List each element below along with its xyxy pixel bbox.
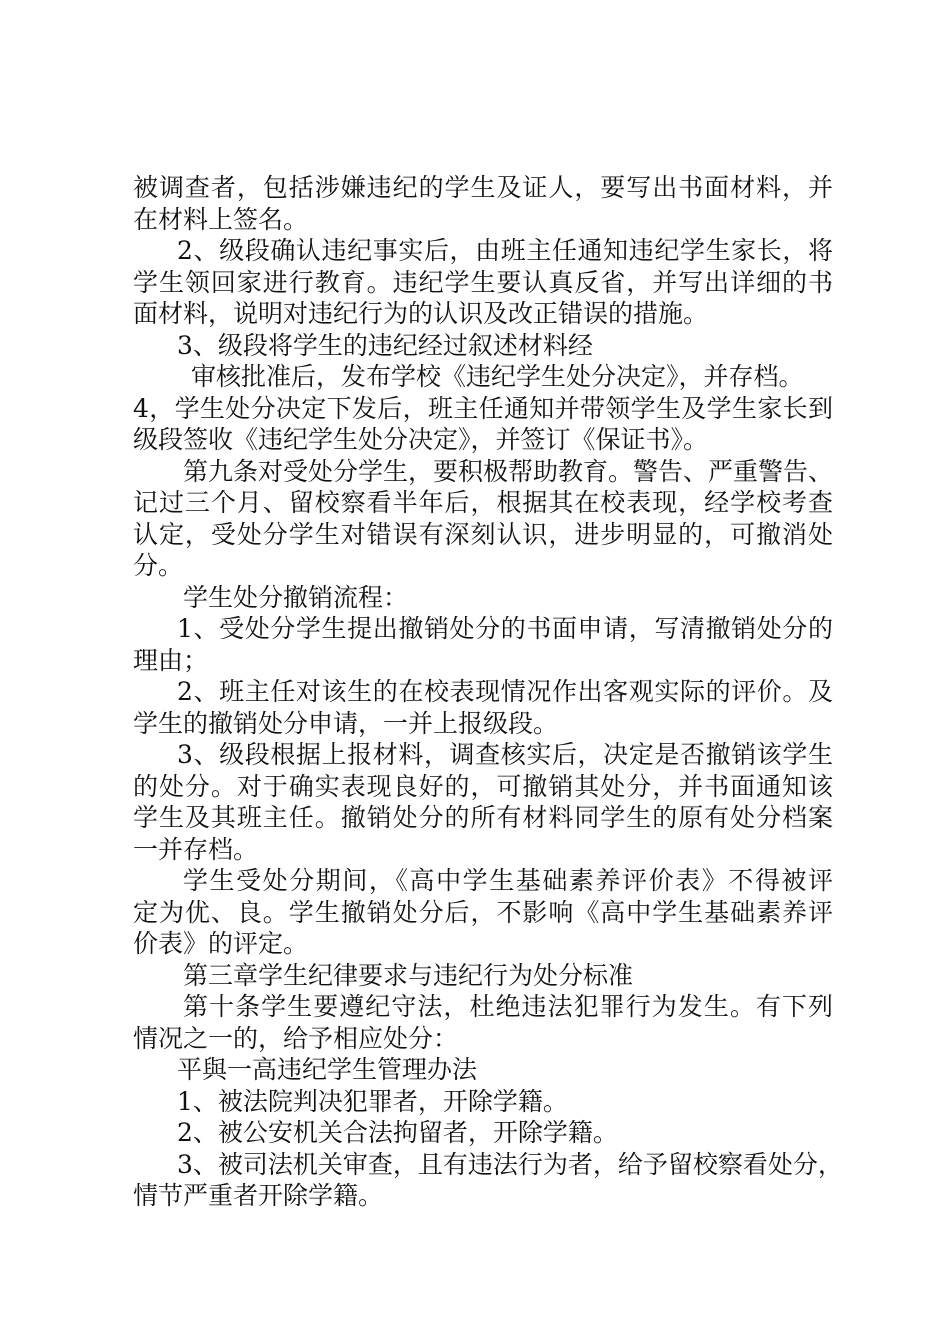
text-line-7: 审核批准后，发布学校《违纪学生处分决定》，并存档。 <box>191 362 804 391</box>
text-line-15: 1、受处分学生提出撤销处分的书面申请，写清撤销处分的 <box>177 614 833 643</box>
text-line-8: 4，学生处分决定下发后，班主任通知并带领学生及学生家长到 <box>133 393 833 423</box>
text-line-4: 学生领回家进行教育。违纪学生要认真反省，并写出详细的书 <box>133 267 833 297</box>
text-line-31: 2、被公安机关合法拘留者，开除学籍。 <box>177 1118 618 1147</box>
text-line-26: 第三章学生纪律要求与违纪行为处分标准 <box>183 960 634 990</box>
text-line-17: 2、班主任对该生的在校表现情况作出客观实际的评价。及 <box>177 677 833 706</box>
text-line-29: 平與一高违纪学生管理办法 <box>177 1055 478 1084</box>
text-line-11: 记过三个月、留校察看半年后，根据其在校表现，经学校考查 <box>133 488 833 517</box>
text-line-16: 理由； <box>133 645 209 675</box>
text-line-28: 情况之一的，给予相应处分： <box>133 1023 459 1053</box>
text-line-24: 定为优、良。学生撤销处分后，不影响《高中学生基础素养评 <box>133 897 833 927</box>
text-line-30: 1、被法院判决犯罪者，开除学籍。 <box>177 1086 568 1116</box>
text-line-6: 3、级段将学生的违纪经过叙述材料经 <box>177 330 593 360</box>
text-line-27: 第十条学生要遵纪守法，杜绝违法犯罪行为发生。有下列 <box>183 992 833 1021</box>
text-line-32: 3、被司法机关审查，且有违法行为者，给予留校察看处分， <box>177 1149 843 1179</box>
text-line-1: 被调查者，包括涉嫌违纪的学生及证人，要写出书面材料，并 <box>133 173 833 202</box>
text-line-20: 的处分。对于确实表现良好的，可撤销其处分，并书面通知该 <box>133 771 833 801</box>
text-line-22: 一并存档。 <box>133 834 259 864</box>
text-line-23: 学生受处分期间，《高中学生基础素养评价表》不得被评 <box>183 866 833 895</box>
text-line-10: 第九条对受处分学生，要积极帮助教育。警告、严重警告、 <box>183 456 834 486</box>
text-line-12: 认定，受处分学生对错误有深刻认识，进步明显的，可撤消处 <box>133 519 833 549</box>
text-line-33: 情节严重者开除学籍。 <box>133 1181 384 1210</box>
text-line-14: 学生处分撤销流程： <box>183 582 409 612</box>
text-line-21: 学生及其班主任。撤销处分的所有材料同学生的原有处分档案 <box>133 803 833 832</box>
text-line-3: 2、级段确认违纪事实后，由班主任通知违纪学生家长，将 <box>177 236 833 265</box>
text-line-19: 3、级段根据上报材料，调查核实后，决定是否撤销该学生 <box>177 740 833 769</box>
document-body <box>133 172 843 1212</box>
text-line-2: 在材料上签名。 <box>133 204 309 234</box>
text-line-5: 面材料，说明对违纪行为的认识及改正错误的措施。 <box>133 299 709 328</box>
text-line-18: 学生的撤销处分申请，一并上报级段。 <box>133 708 559 738</box>
text-line-25: 价表》的评定。 <box>133 929 309 958</box>
text-line-9: 级段签收《违纪学生处分决定》，并签订《保证书》。 <box>133 425 709 454</box>
text-line-13: 分。 <box>133 551 184 580</box>
